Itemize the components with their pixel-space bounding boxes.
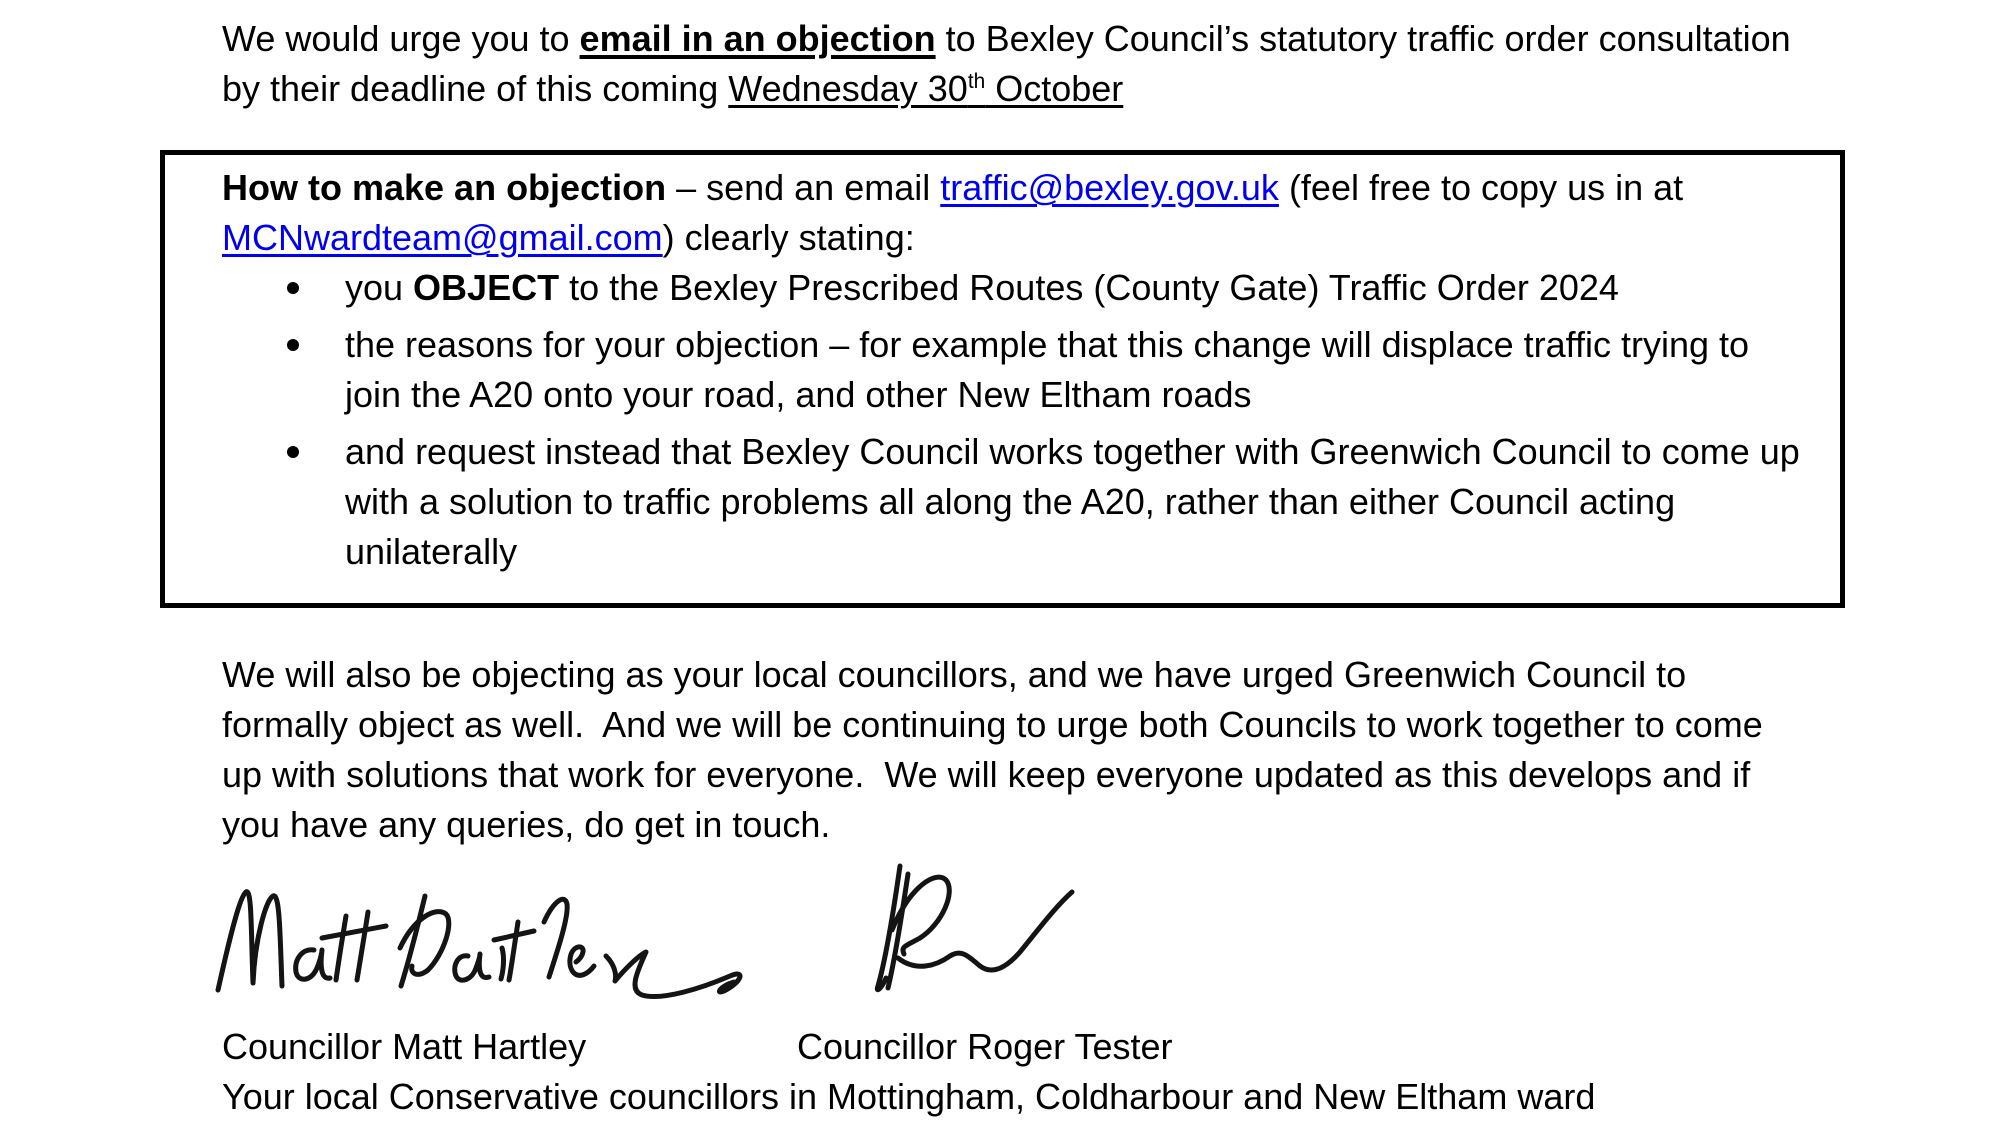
- closing-paragraph-block: [222, 650, 1802, 850]
- councillor-name-left: Councillor Matt Hartley: [222, 1026, 587, 1067]
- bullet-text: and request instead that Bexley Council works together with Greenwich Council to come up with a solution to traffic problems all along the A20, rather than either Council acting unilaterally: [345, 431, 1800, 572]
- deadline-date: [728, 68, 1123, 109]
- objection-bullet-list: [222, 263, 1802, 577]
- traffic-email-link[interactable]: traffic@bexley.gov.uk: [940, 167, 1279, 208]
- deadline-day: Wednesday 30: [728, 68, 968, 109]
- how-to-objection-box: [160, 150, 1845, 608]
- deadline-ordinal-suffix: th: [967, 70, 986, 93]
- bullet-object-emphasis: OBJECT: [413, 267, 560, 308]
- bullet-request: [222, 427, 1802, 577]
- matt-hartley-signature: [210, 878, 770, 1026]
- ward-line: Your local Conservative councillors in Mottingham, Coldharbour and New Eltham ward: [222, 1076, 1596, 1117]
- roger-tester-signature: [856, 858, 1096, 1011]
- bullet-dot-icon: [287, 282, 299, 294]
- box-heading-suffix: – send an email: [666, 167, 941, 208]
- box-heading-paragraph: [222, 163, 1802, 263]
- box-after-text: ) clearly stating:: [662, 217, 915, 258]
- councillor-names-row: [222, 1022, 1902, 1072]
- box-between-text: (feel free to copy us in at: [1278, 167, 1684, 208]
- closing-paragraph: We will also be objecting as your local councillors, and we have urged Greenwich Council to formally object as well. And we will be continuing to urge both Councils to work together to come up with solutions that work for everyone. We will keep everyone updated as this develops and if you have any queries, do get in touch.: [222, 654, 1773, 845]
- ward-team-email-link[interactable]: MCNwardteam@gmail.com: [222, 217, 663, 258]
- bullet-text: the reasons for your objection – for example that this change will displace traffic trying to join the A20 onto your road, and other New Eltham roads: [345, 324, 1750, 415]
- intro-lead-text: We would urge you to: [222, 18, 580, 59]
- deadline-month: October: [985, 68, 1124, 109]
- intro-middle-text: to Bexley Council’s statutory traffic order consultation by their deadline of this coming: [222, 18, 1791, 109]
- roger-tester-signature-drawing: [856, 858, 1096, 998]
- email-objection-emphasis: email in an objection: [579, 18, 936, 59]
- bullet-text: to the Bexley Prescribed Routes (County Gate) Traffic Order 2024: [559, 267, 1619, 308]
- intro-paragraph: [222, 14, 1802, 114]
- councillor-name-right: Councillor Roger Tester: [797, 1026, 1173, 1067]
- footer-block: [222, 1022, 1902, 1122]
- box-heading: How to make an objection: [222, 167, 667, 208]
- bullet-dot-icon: [287, 339, 299, 351]
- bullet-object: [222, 263, 1802, 313]
- bullet-reasons: [222, 320, 1802, 420]
- matt-hartley-signature-drawing: [210, 878, 770, 1013]
- bullet-text: you: [345, 267, 414, 308]
- bullet-dot-icon: [287, 446, 299, 458]
